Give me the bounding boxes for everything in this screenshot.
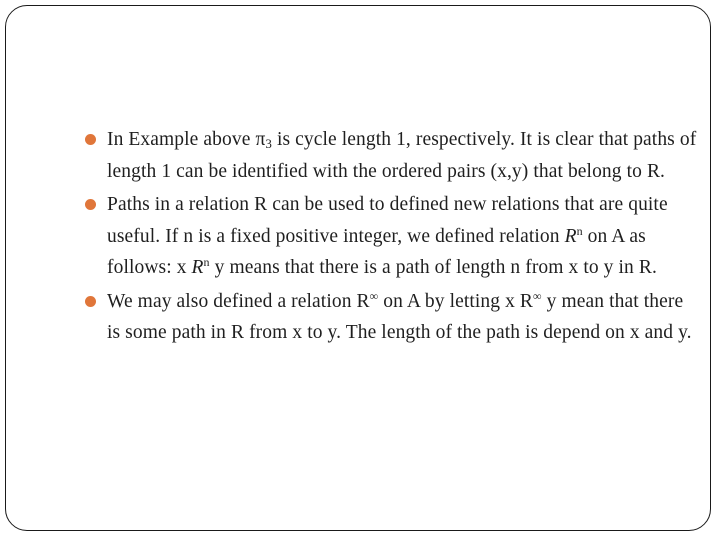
slide-frame (5, 5, 711, 531)
bullet-dot-icon (85, 199, 96, 210)
superscript-infinity: ∞ (369, 288, 379, 303)
bullet-1-text-b: is cycle length 1, respectively. It is clear that paths of length 1 can be identified with the ordered pairs (x,y) that belong to R. (107, 129, 697, 182)
relation-r-italic: R (191, 257, 204, 278)
superscript-infinity: ∞ (533, 288, 542, 303)
bullet-item-1 (107, 124, 697, 187)
bullet-item-2 (107, 189, 697, 284)
bullet-1-text-a: In Example above (107, 129, 256, 150)
bullet-3-text-c: y mean that there is some path in R from x to y. The length of the path is depend on x and y. (107, 290, 692, 343)
bullet-2-text-c: y means that there is a path of length n from x to y in R. (209, 257, 657, 278)
bullet-dot-icon (85, 296, 96, 307)
bullet-3-text-a: We may also defined a relation R (107, 290, 370, 312)
pi-symbol: π (255, 129, 266, 150)
bullet-2-text-b: on A as follows: x (107, 225, 646, 278)
relation-r-italic: R (564, 225, 577, 247)
superscript-n: n (203, 255, 210, 269)
bullet-item-3 (107, 286, 697, 349)
superscript-n: n (576, 223, 583, 238)
bullet-3-text-b: on A by letting x R (378, 290, 534, 312)
bullet-2-text-a: Paths in a relation R can be used to defined new relations that are quite useful. If n is a fixed positive integer, we defined relation (107, 194, 668, 247)
bullet-list (107, 124, 697, 351)
bullet-dot-icon (85, 134, 96, 145)
pi-subscript: 3 (265, 136, 272, 151)
